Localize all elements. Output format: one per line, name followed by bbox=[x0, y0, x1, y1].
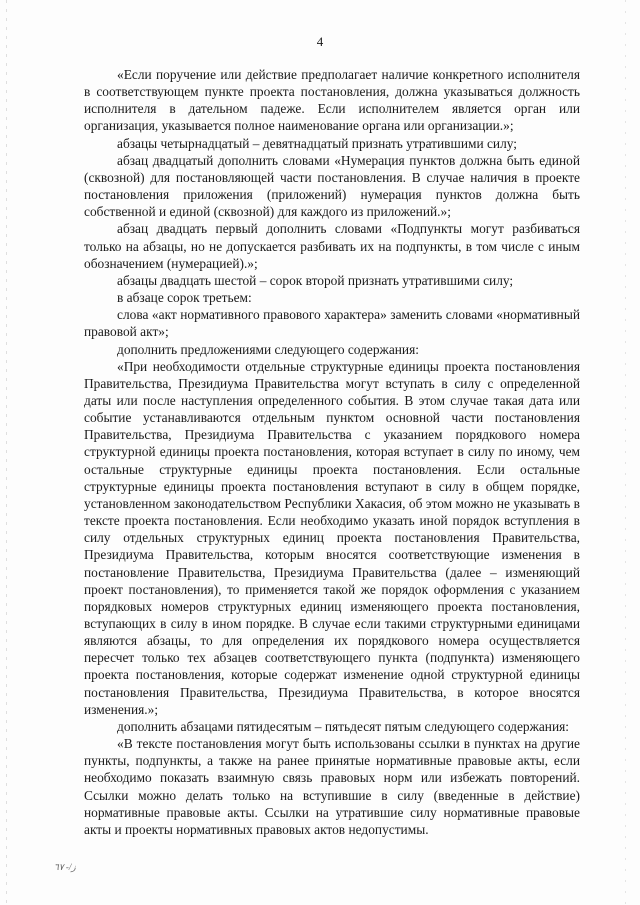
paragraph: абзац двадцать первый дополнить словами «Подпункты могут разбиваться только на абзацы, но не допускается разбивать их на подпункты, в том числе с иным обозначением (нумерацией).»; bbox=[84, 221, 580, 271]
paragraph: в абзаце сорок третьем: bbox=[117, 290, 252, 306]
paragraph: абзацы четырнадцатый – девятнадцатый признать утратившими силу; bbox=[117, 135, 517, 151]
page-number: 4 bbox=[316, 34, 324, 49]
paragraph: абзацы двадцать шестой – сорок второй признать утратившими силу; bbox=[117, 272, 514, 288]
paragraph: «При необходимости отдельные структурные единицы проекта постановления Правительства, Президиума Правительства могут вступать в силу с определенной даты или после наступления определенного события. В этом случае такая дата или событие устанавливаются отдельным пунктом основной части постановления Правительства, Президиума Правительства с указанием порядкового номера структурной единицы проекта постановления, которая вступает в силу по иному, чем остальные структурные единицы проекта постановления. Если остальные структурные единицы проекта постановления вступают в силу в общем порядке, установленном законодательством Республики Хакасия, об этом можно не указывать в тексте проекта постановления. Если необходимо указать иной порядок вступления в силу отдельных структурных единиц проекта постановления Правительства, Президиума Правительства, которым вносятся соответствующие изменения в постановление Правительства, Президиума Правительства (далее – изменяющий проект постановления), то применяется такой же порядок оформления с указанием порядковых номеров структурных единиц изменяющего проекта постановления, вступающих в силу в ином порядке. В случае если такими структурными единицами являются абзацы, то для определения их порядкового номера осуществляется пересчет только тех абзацев соответствующего пункта (подпункта) изменяющего проекта постановления, которые содержат изменение одной структурной единицы постановления Правительства, Президиума Правительства, в которое вносятся изменения.»; bbox=[84, 358, 580, 717]
paragraph: дополнить абзацами пятидесятым – пятьдесят пятым следующего содержания: bbox=[117, 718, 569, 734]
scan-edge-right bbox=[625, 0, 626, 905]
paragraph: абзац двадцатый дополнить словами «Нумерация пунктов должна быть единой (сквозной) для постановляющей части постановления. В случае наличия в проекте постановления приложения (приложений) нумерация пунктов должна быть собственной и единой (сквозной) для каждого из приложений.»; bbox=[84, 152, 580, 220]
paragraph: слова «акт нормативного правового характера» заменить словами «нормативный правовой акт»; bbox=[84, 307, 580, 340]
paragraph: «В тексте постановления могут быть использованы ссылки в пунктах на другие пункты, подпункты, а также на ранее принятые нормативные правовые акты, если необходимо показать взаимную связь правовых норм или избежать повторений. Ссылки можно делать только на вступившие в силу (введенные в действие) нормативные правовые акты. Ссылки на утратившие силу нормативные правовые акты и проекты нормативных правовых актов недопустимы. bbox=[84, 736, 580, 837]
footer-mark: ز/- ٦٧ bbox=[54, 862, 76, 872]
scan-edge-left bbox=[6, 0, 7, 905]
document-body bbox=[84, 66, 580, 838]
paragraph: «Если поручение или действие предполагает наличие конкретного исполнителя в соответствующем пункте проекта постановления, должна указываться должность исполнителя в дательном падеже. Если исполнителем является орган или организация, указывается полное наименование органа или организации.»; bbox=[84, 67, 580, 134]
paragraph: дополнить предложениями следующего содержания: bbox=[117, 341, 419, 357]
